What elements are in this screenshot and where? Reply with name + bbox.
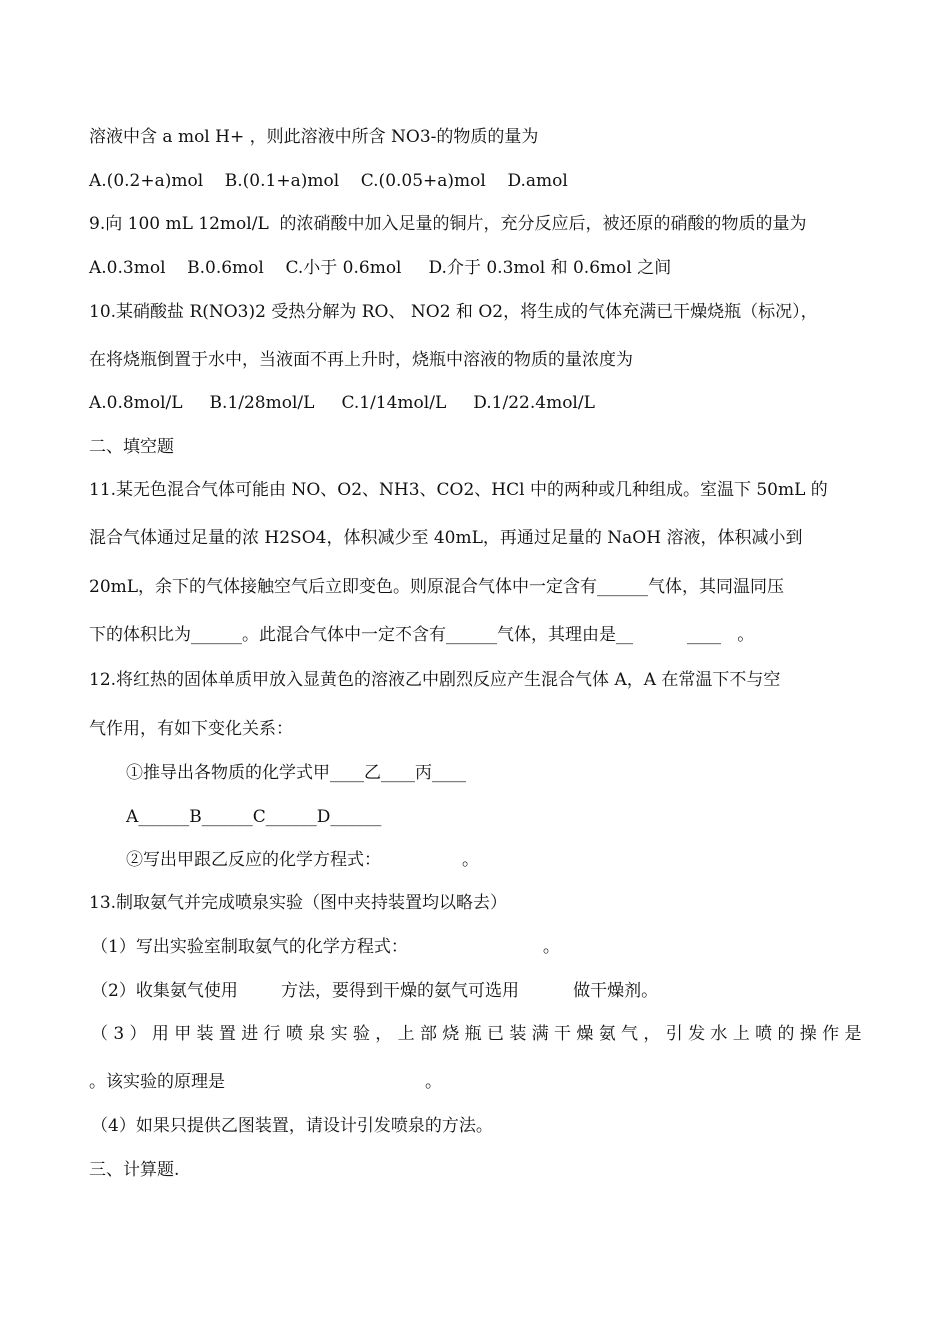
question-12-part-2: ②写出甲跟乙反应的化学方程式： 。: [126, 850, 480, 870]
text-line: 气作用，有如下变化关系：: [89, 719, 293, 739]
text-line: 混合气体通过足量的浓 H2SO4，体积减少至 40mL，再通过足量的 NaOH 溶液，体积减小到: [89, 528, 803, 548]
text-line: 在将烧瓶倒置于水中，当液面不再上升时，烧瓶中溶液的物质的量浓度为: [89, 350, 633, 370]
question-13-part-4: （4）如果只提供乙图装置，请设计引发喷泉的方法。: [91, 1116, 493, 1136]
section-heading-fill-in: 二、填空题: [89, 437, 174, 457]
section-heading-calculation: 三、计算题.: [89, 1160, 180, 1180]
question-10-stem: 10.某硝酸盐 R(NO3)2 受热分解为 RO、 NO2 和 O2，将生成的气体充满已干燥烧瓶（标况），: [89, 302, 818, 322]
question-9-stem: 9.向 100 mL 12mol/L 的浓硝酸中加入足量的铜片，充分反应后，被还原的硝酸的物质的量为: [89, 214, 807, 234]
question-13-part-2: （2）收集氨气使用 方法，要得到干燥的氨气可选用 做干燥剂。: [91, 981, 659, 1001]
question-9-options: A.0.3mol B.0.6mol C.小于 0.6mol D.介于 0.3mol 和 0.6mol 之间: [89, 258, 672, 278]
question-12-blanks: A______B______C______D______: [126, 807, 382, 827]
question-12-part-1: ①推导出各物质的化学式甲____乙____丙____: [126, 763, 466, 783]
question-8-options: A.(0.2+a)mol B.(0.1+a)mol C.(0.05+a)mol D.amol: [89, 171, 568, 191]
text-line: 。该实验的原理是 。: [89, 1072, 442, 1092]
question-11-stem: 11.某无色混合气体可能由 NO、O2、NH3、CO2、HCl 中的两种或几种组成。室温下 50mL 的: [89, 480, 828, 500]
question-10-options: A.0.8mol/L B.1/28mol/L C.1/14mol/L D.1/22.4mol/L: [89, 393, 595, 413]
question-13-part-1: （1）写出实验室制取氨气的化学方程式： 。: [91, 937, 560, 957]
text-line: 20mL，余下的气体接触空气后立即变色。则原混合气体中一定含有______气体，其同温同压: [89, 577, 785, 597]
text-line: 下的体积比为______。此混合气体中一定不含有______气体，其理由是__ ____ 。: [89, 625, 755, 645]
question-13-stem: 13.制取氨气并完成喷泉实验（图中夹持装置均以略去）: [89, 893, 508, 913]
text-line: 溶液中含 a mol H+ ，则此溶液中所含 NO3-的物质的量为: [89, 127, 539, 147]
question-13-part-3: （3）用甲装置进行喷泉实验，上部烧瓶已装满干燥氨气，引发水上喷的操作是: [91, 1024, 863, 1044]
question-12-stem: 12.将红热的固体单质甲放入显黄色的溶液乙中剧烈反应产生混合气体 A，A 在常温下不与空: [89, 670, 781, 690]
